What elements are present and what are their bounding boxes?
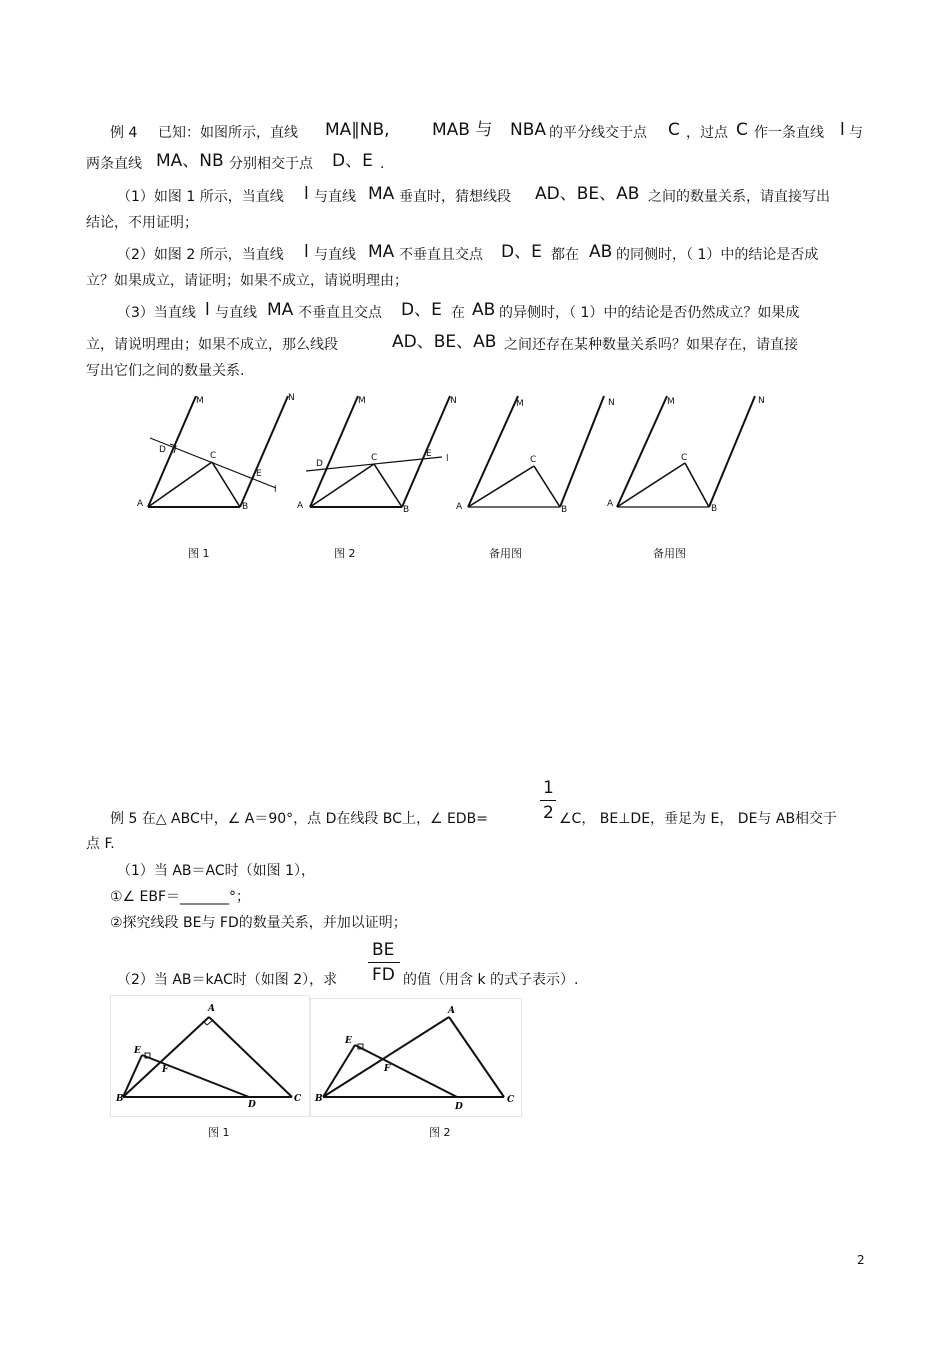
ex4-text: 两条直线 bbox=[86, 156, 142, 172]
label-N: N bbox=[608, 398, 615, 408]
caption-spare-2: 备用图 bbox=[653, 547, 686, 560]
ex4-text: 在 bbox=[451, 305, 465, 321]
ex4-math: MA bbox=[368, 242, 395, 262]
label-M: M bbox=[516, 399, 524, 409]
label-C: C bbox=[507, 1095, 515, 1105]
label-D: D bbox=[159, 445, 166, 455]
ex4-label: 例 4 bbox=[110, 125, 138, 141]
label-E: E bbox=[426, 449, 432, 459]
label-D: D bbox=[248, 1100, 256, 1110]
ex4-text: ，过点 bbox=[686, 125, 728, 141]
ex4-figure-1 bbox=[130, 390, 295, 530]
label-F: F bbox=[384, 1064, 391, 1074]
label-C: C bbox=[371, 453, 378, 463]
ex4-text: 之间还存在某种数量关系吗？如果存在，请直接 bbox=[504, 337, 798, 353]
label-E: E bbox=[256, 469, 262, 479]
ex5-figure-2 bbox=[310, 998, 522, 1117]
fraction-bar bbox=[368, 962, 400, 963]
label-N: N bbox=[758, 396, 765, 406]
ex5-text: 点 F. bbox=[86, 836, 115, 852]
ex4-math: AD、BE、AB bbox=[535, 184, 640, 204]
label-M: M bbox=[196, 396, 204, 406]
ex4-spare-figure-1 bbox=[450, 390, 625, 530]
ex4-text: 与直线 bbox=[215, 305, 257, 321]
caption-ex5-fig-1: 图 1 bbox=[208, 1126, 230, 1139]
caption-fig-1: 图 1 bbox=[188, 547, 210, 560]
ex5-figure-1 bbox=[110, 995, 310, 1117]
label-C: C bbox=[681, 453, 688, 463]
fraction-denominator: FD bbox=[372, 965, 395, 985]
ex4-math: l bbox=[840, 120, 845, 140]
ex4-text: 结论，不用证明； bbox=[86, 215, 198, 231]
label-B: B bbox=[315, 1094, 323, 1104]
fraction-numerator: 1 bbox=[543, 778, 554, 798]
ex4-q2: （2）如图 2 所示，当直线 bbox=[117, 247, 284, 263]
ex4-math: MA bbox=[368, 184, 395, 204]
ex4-text: 之间的数量关系，请直接写出 bbox=[648, 189, 830, 205]
ex4-text: . bbox=[380, 156, 385, 172]
page-number: 2 bbox=[857, 1253, 865, 1267]
label-A: A bbox=[208, 1004, 215, 1014]
ex4-text: 不垂直且交点 bbox=[298, 305, 382, 321]
ex4-math: D、E bbox=[501, 242, 542, 262]
label-l: l bbox=[446, 454, 449, 464]
label-M: M bbox=[667, 397, 675, 407]
label-D: D bbox=[455, 1102, 463, 1112]
ex4-text: 已知：如图所示，直线 bbox=[158, 125, 298, 141]
caption-fig-2: 图 2 bbox=[334, 547, 356, 560]
ex4-math: l bbox=[205, 300, 210, 320]
label-E: E bbox=[345, 1036, 352, 1046]
label-B: B bbox=[116, 1094, 124, 1104]
label-C: C bbox=[294, 1094, 302, 1104]
fraction-denominator: 2 bbox=[543, 803, 554, 823]
ex4-math: C bbox=[668, 120, 680, 140]
ex4-math: AD、BE、AB bbox=[392, 332, 497, 352]
label-A: A bbox=[448, 1006, 455, 1016]
ex4-math: MA、NB bbox=[156, 151, 224, 171]
ex4-text: 作一条直线 bbox=[754, 125, 824, 141]
ex4-math: l bbox=[304, 184, 309, 204]
label-E: E bbox=[134, 1046, 141, 1056]
label-C: C bbox=[530, 455, 537, 465]
ex4-text: 的平分线交于点 bbox=[549, 125, 647, 141]
ex5-q2: （2）当 AB＝kAC时（如图 2），求 bbox=[117, 972, 338, 988]
label-B: B bbox=[711, 504, 718, 514]
label-F: F bbox=[162, 1065, 169, 1075]
label-A: A bbox=[607, 499, 614, 509]
ex4-text: 与 bbox=[849, 125, 863, 141]
label-M: M bbox=[358, 396, 366, 406]
label-N: N bbox=[288, 393, 295, 403]
caption-ex5-fig-2: 图 2 bbox=[429, 1126, 451, 1139]
ex5-q1-i: ①∠ EBF＝_______°； bbox=[110, 889, 251, 905]
ex4-spare-figure-2 bbox=[605, 390, 780, 530]
label-B: B bbox=[561, 505, 568, 515]
label-A: A bbox=[297, 501, 304, 511]
label-D: D bbox=[316, 459, 323, 469]
ex4-figure-2 bbox=[292, 390, 457, 530]
label-A: A bbox=[137, 499, 144, 509]
ex5-text: 例 5 在△ ABC中，∠ A＝90°，点 D在线段 BC上，∠ EDB= bbox=[110, 811, 488, 827]
ex4-math: D、E bbox=[332, 151, 373, 171]
label-A: A bbox=[456, 502, 463, 512]
ex4-text: 的同侧时，（ 1）中的结论是否成 bbox=[616, 247, 819, 263]
ex5-q1-ii: ②探究线段 BE与 FD的数量关系，并加以证明； bbox=[110, 915, 407, 931]
ex4-math: AB bbox=[472, 300, 496, 320]
label-B: B bbox=[242, 502, 249, 512]
ex4-math: MA bbox=[267, 300, 294, 320]
ex4-text: 与直线 bbox=[314, 189, 356, 205]
ex4-math: AB bbox=[589, 242, 613, 262]
ex4-text: 分别相交于点 bbox=[229, 156, 313, 172]
ex4-math: MA∥NB, bbox=[325, 120, 390, 140]
label-B: B bbox=[403, 505, 410, 515]
ex5-text: 的值（用含 k 的式子表示）. bbox=[403, 972, 579, 988]
ex4-math: NBA bbox=[510, 120, 547, 140]
ex4-q1: （1）如图 1 所示，当直线 bbox=[117, 189, 284, 205]
fraction-bar bbox=[540, 800, 556, 801]
ex4-math: MAB 与 bbox=[432, 120, 493, 140]
ex4-text: 与直线 bbox=[314, 247, 356, 263]
ex4-text: 不垂直且交点 bbox=[399, 247, 483, 263]
label-N: N bbox=[450, 396, 457, 406]
ex4-text: 都在 bbox=[551, 247, 579, 263]
ex4-math: D、E bbox=[401, 300, 442, 320]
ex4-text: 写出它们之间的数量关系. bbox=[86, 363, 245, 379]
ex4-text: 立？如果成立，请证明；如果不成立，请说明理由； bbox=[86, 273, 408, 289]
ex5-text: ∠C， BE⊥DE，垂足为 E， DE与 AB相交于 bbox=[559, 811, 838, 827]
ex4-text: 的异侧时，（ 1）中的结论是否仍然成立？如果成 bbox=[499, 305, 800, 321]
fraction-numerator: BE bbox=[372, 940, 395, 960]
label-l: l bbox=[274, 485, 277, 495]
ex4-math: l bbox=[304, 242, 309, 262]
ex4-math: C bbox=[736, 120, 748, 140]
label-C: C bbox=[210, 451, 217, 461]
ex4-q3: （3）当直线 bbox=[117, 305, 196, 321]
ex5-q1: （1）当 AB＝AC时（如图 1）， bbox=[117, 863, 316, 879]
ex4-text: 垂直时，猜想线段 bbox=[399, 189, 511, 205]
ex4-text: 立，请说明理由；如果不成立，那么线段 bbox=[86, 337, 338, 353]
caption-spare-1: 备用图 bbox=[489, 547, 522, 560]
